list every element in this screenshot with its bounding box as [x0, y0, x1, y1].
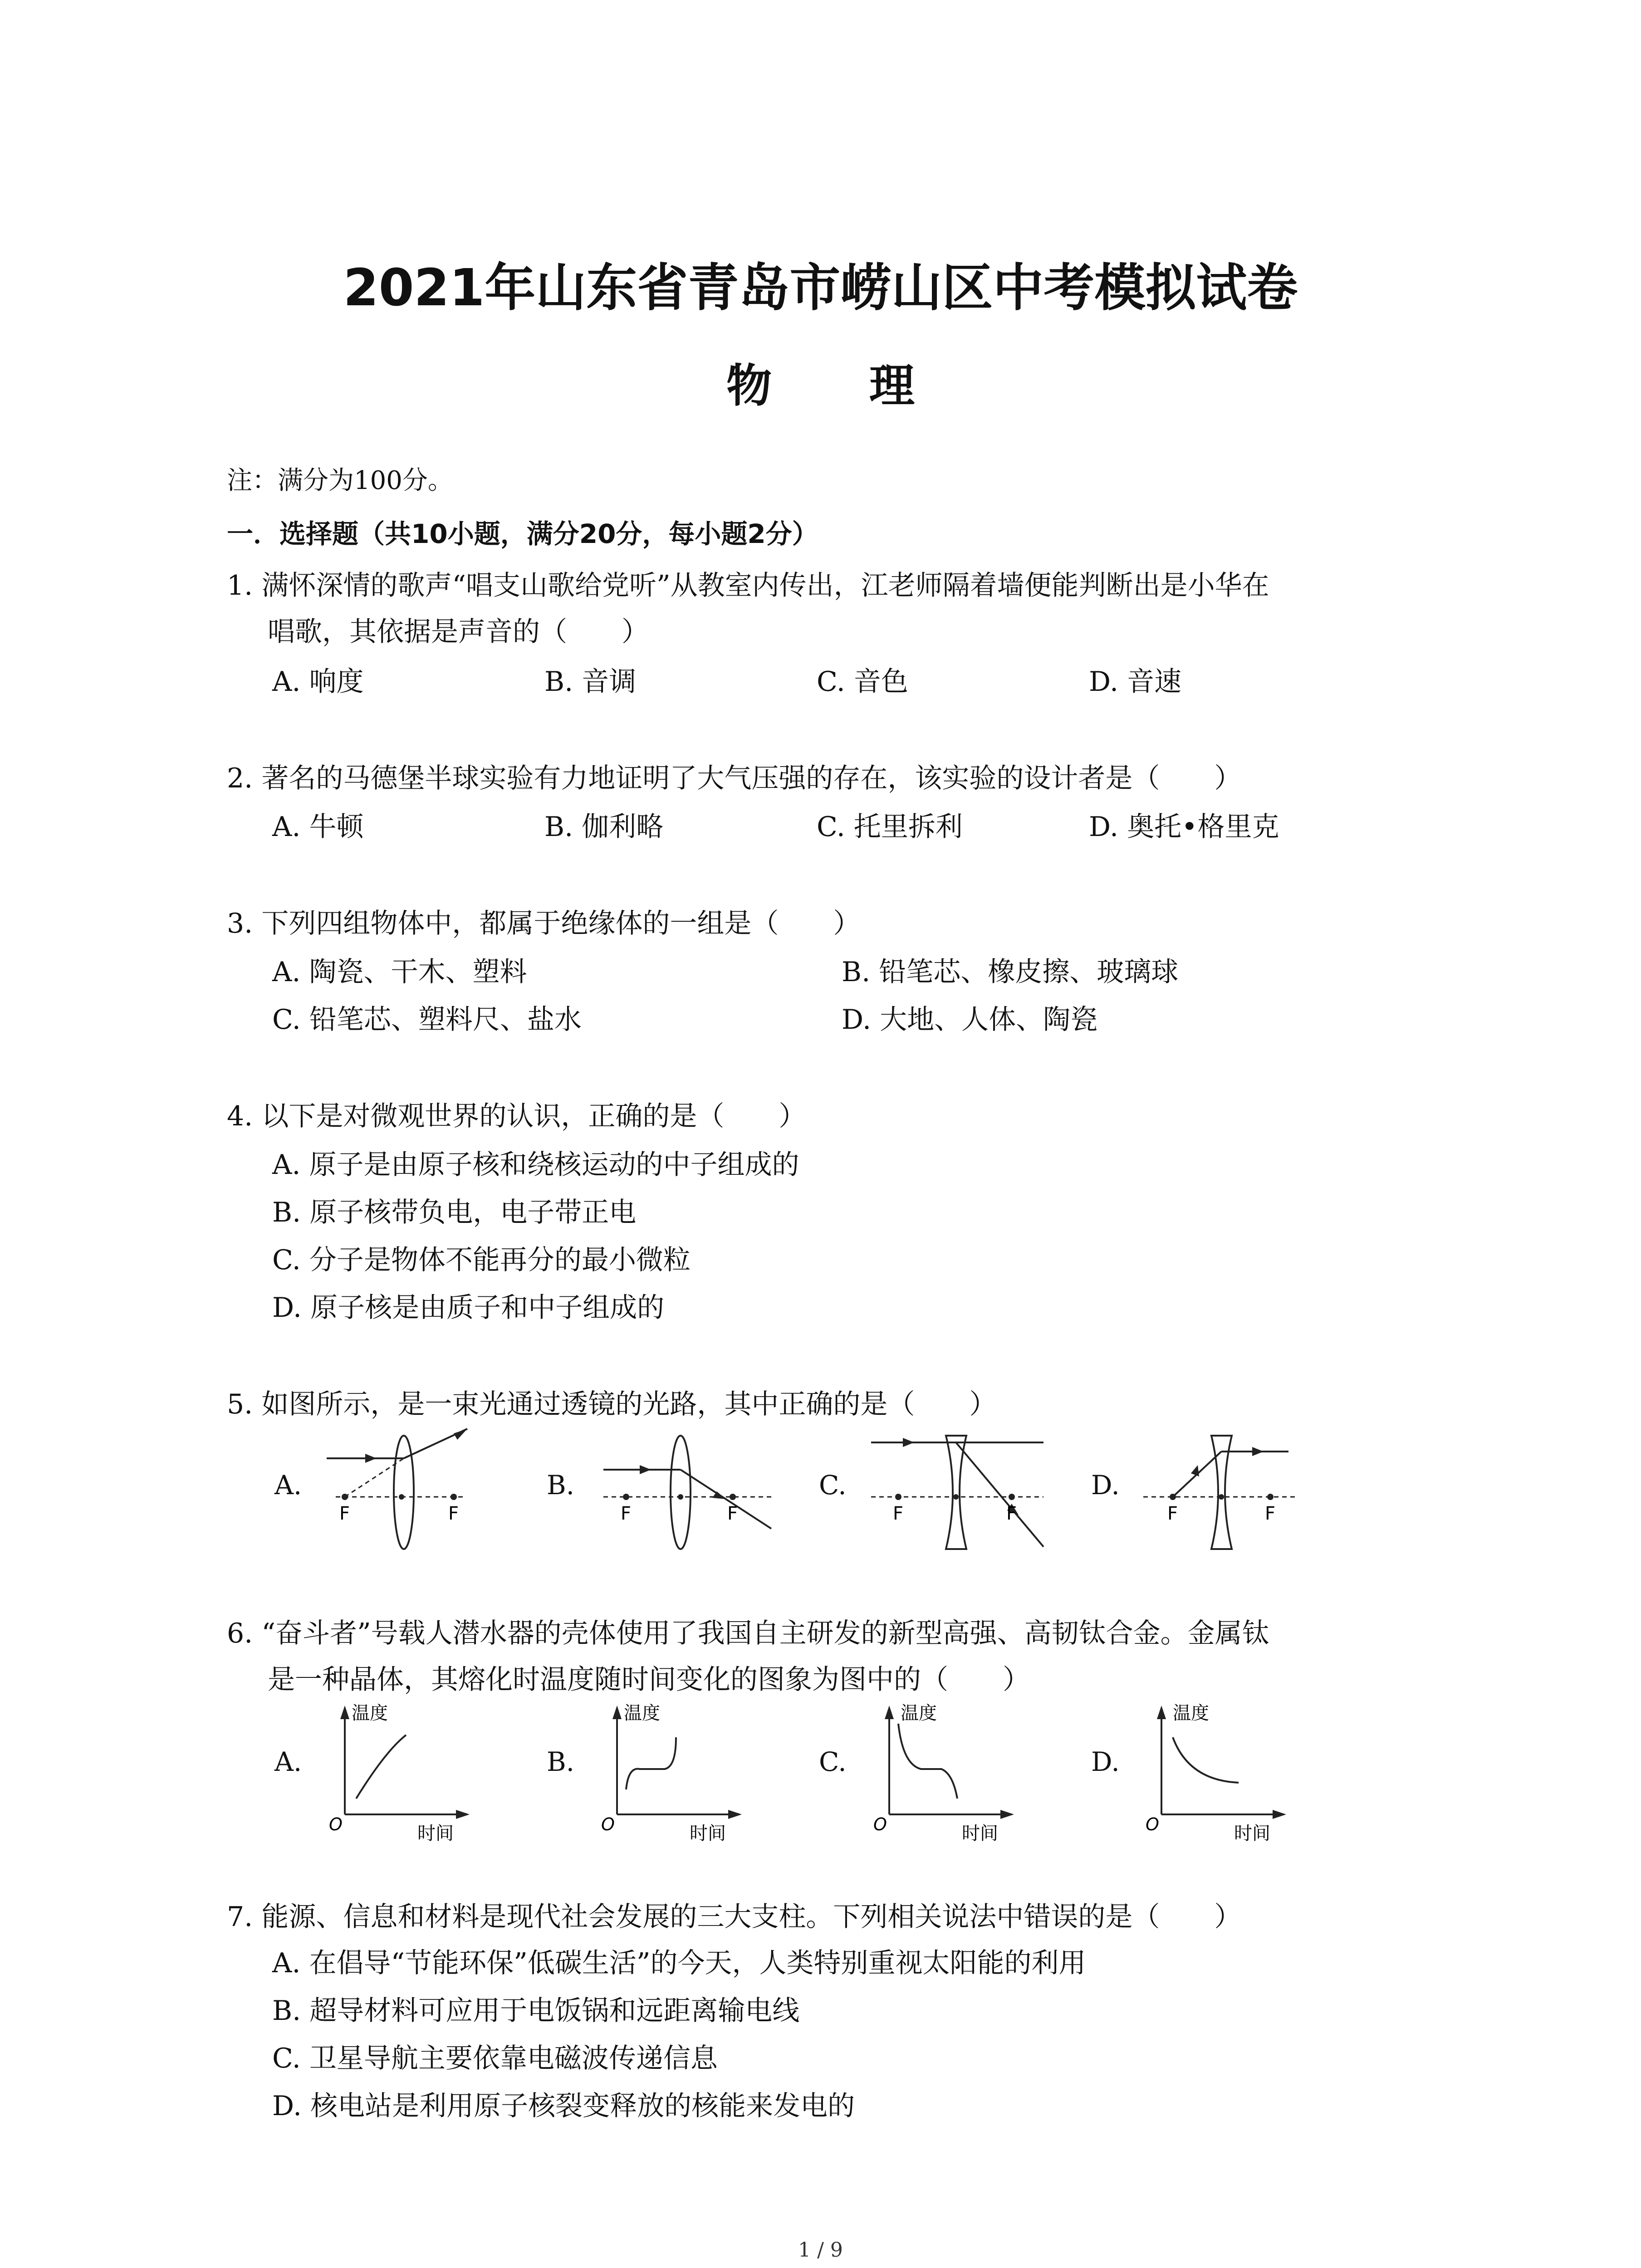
- graph-ylabel: 温度: [901, 1703, 937, 1724]
- option-a: A. 原子是由原子核和绕核运动的中子组成的: [272, 1149, 799, 1181]
- lens-diagram-c: [862, 1424, 1057, 1560]
- question-5-text: 5. 如图所示，是一束光通过透镜的光路，其中正确的是（ ）: [227, 1388, 997, 1420]
- question-7-text: 7. 能源、信息和材料是现代社会发展的三大支柱。下列相关说法中错误的是（ ）: [227, 1901, 1242, 1933]
- question-1: [227, 562, 1452, 655]
- graph-origin: O: [601, 1814, 615, 1834]
- graph-xlabel: 时间: [1234, 1823, 1270, 1844]
- question-2: [227, 755, 1452, 802]
- focus-label: F: [1167, 1503, 1178, 1524]
- exam-subject: 物 理: [726, 359, 955, 412]
- option-b: B. 音调: [544, 666, 637, 698]
- question-6-text-line1: 6. “奋斗者”号载人潜水器的壳体使用了我国自主研发的新型高强、高韧钛合金。金属钛: [227, 1618, 1269, 1649]
- option-c: C. 卫星导航主要依靠电磁波传递信息: [272, 2043, 718, 2074]
- graph-xlabel: 时间: [962, 1823, 998, 1844]
- graph-ylabel: 温度: [1173, 1703, 1209, 1724]
- option-a-label: A.: [274, 1470, 302, 1501]
- score-note: 注：满分为100分。: [227, 466, 453, 495]
- exam-title: 2021年山东省青岛市崂山区中考模拟试卷: [343, 259, 1298, 318]
- question-6: [227, 1610, 1452, 1703]
- option-a-label: A.: [274, 1746, 302, 1777]
- option-b-label: B.: [547, 1746, 575, 1777]
- option-c: C. 铅笔芯、塑料尺、盐水: [272, 1004, 582, 1036]
- question-2-text: 2. 著名的马德堡半球实验有力地证明了大气压强的存在，该实验的设计者是（ ）: [227, 763, 1242, 794]
- question-3: [227, 900, 1452, 947]
- focus-label: F: [448, 1503, 459, 1524]
- section-heading: 一．选择题（共10小题，满分20分，每小题2分）: [227, 518, 818, 549]
- option-d: D. 核电站是利用原子核裂变释放的核能来发电的: [272, 2090, 855, 2122]
- melting-graph-c: [862, 1701, 1025, 1846]
- graph-xlabel: 时间: [690, 1823, 726, 1844]
- melting-graph-a: [318, 1701, 481, 1846]
- graph-origin: O: [329, 1814, 343, 1834]
- option-c: C. 托里拆利: [817, 811, 963, 843]
- option-c: C. 音色: [817, 666, 908, 698]
- graph-ylabel: 温度: [624, 1703, 660, 1724]
- melting-graph-d: [1134, 1701, 1298, 1846]
- lens-diagram-b: [590, 1424, 780, 1560]
- focus-label: F: [621, 1503, 632, 1524]
- melting-graph-b: [590, 1701, 753, 1846]
- option-b-label: B.: [547, 1470, 575, 1501]
- option-d: D. 大地、人体、陶瓷: [842, 1004, 1098, 1036]
- option-b: B. 超导材料可应用于电饭锅和远距离输电线: [272, 1995, 800, 2027]
- lens-diagram-a: [318, 1424, 472, 1560]
- option-a: A. 牛顿: [272, 811, 364, 843]
- question-6-text-line2: 是一种晶体，其熔化时温度随时间变化的图象为图中的（ ）: [268, 1664, 1030, 1696]
- question-5: [227, 1381, 1452, 1427]
- option-c: C. 分子是物体不能再分的最小微粒: [272, 1244, 691, 1276]
- focus-label: F: [339, 1503, 350, 1524]
- option-c-label: C.: [819, 1470, 847, 1501]
- focus-label: F: [727, 1503, 738, 1524]
- question-1-text-line2: 唱歌，其依据是声音的（ ）: [268, 616, 649, 648]
- focus-label: F: [1265, 1503, 1276, 1524]
- option-a: A. 在倡导“节能环保”低碳生活”的今天，人类特别重视太阳能的利用: [272, 1947, 1086, 1979]
- page-number: 1 / 9: [798, 2239, 843, 2262]
- focus-label: F: [893, 1503, 904, 1524]
- option-b: B. 伽利略: [544, 811, 664, 843]
- focus-label: F: [1006, 1503, 1017, 1524]
- option-a: A. 响度: [272, 666, 364, 698]
- question-3-text: 3. 下列四组物体中，都属于绝缘体的一组是（ ）: [227, 908, 861, 939]
- option-b: B. 原子核带负电，电子带正电: [272, 1197, 637, 1228]
- option-d-label: D.: [1091, 1470, 1120, 1501]
- graph-origin: O: [1146, 1814, 1159, 1834]
- option-b: B. 铅笔芯、橡皮擦、玻璃球: [842, 956, 1179, 988]
- option-d: D. 原子核是由质子和中子组成的: [272, 1292, 665, 1324]
- option-c-label: C.: [819, 1746, 847, 1777]
- graph-ylabel: 温度: [352, 1703, 388, 1724]
- question-4-text: 4. 以下是对微观世界的认识，正确的是（ ）: [227, 1100, 806, 1132]
- option-d: D. 音速: [1089, 666, 1182, 698]
- option-d-label: D.: [1091, 1746, 1120, 1777]
- lens-diagram-d: [1134, 1424, 1307, 1560]
- graph-xlabel: 时间: [417, 1823, 454, 1844]
- option-d: D. 奥托•格里克: [1089, 811, 1279, 843]
- option-a: A. 陶瓷、干木、塑料: [272, 956, 527, 988]
- question-4: [227, 1093, 1452, 1139]
- question-7: [227, 1894, 1452, 1940]
- graph-origin: O: [873, 1814, 887, 1834]
- question-1-text-line1: 1. 满怀深情的歌声“唱支山歌给党听”从教室内传出，江老师隔着墙便能判断出是小华在: [227, 570, 1269, 601]
